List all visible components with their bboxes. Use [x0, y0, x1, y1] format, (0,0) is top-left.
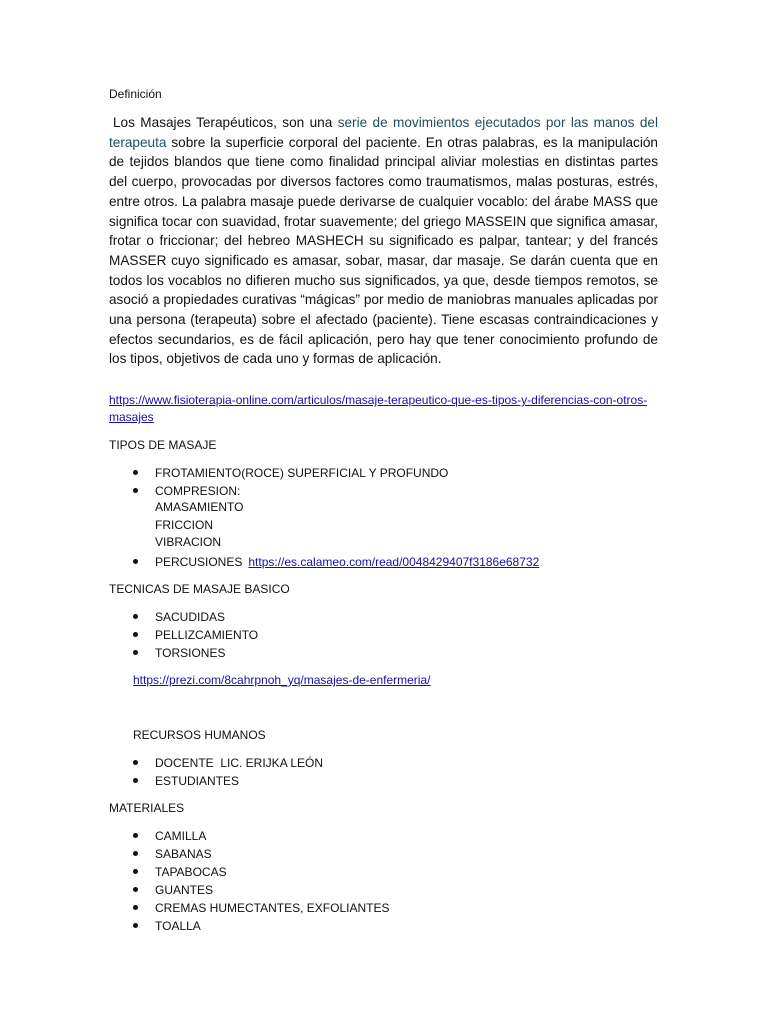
- paragraph-intro: Los Masajes Terapéuticos, son una: [113, 115, 338, 130]
- list-item: [131, 754, 323, 772]
- list-item: [131, 464, 448, 482]
- bullet-icon: [133, 887, 138, 892]
- bullet-icon: [133, 760, 138, 765]
- highlighted-phrase: serie de movimientos ejecutados por las manos del terapeuta: [109, 115, 659, 150]
- compresion-subitems: [155, 499, 243, 552]
- list-item-label: SABANAS: [155, 847, 212, 861]
- list-item-label: CREMAS HUMECTANTES, EXFOLIANTES: [155, 901, 390, 915]
- subitem: AMASAMIENTO: [155, 500, 244, 514]
- list-item-label: CAMILLA: [155, 829, 207, 843]
- bullet-icon: [133, 488, 138, 493]
- list-item: [131, 863, 389, 881]
- recursos-title: RECURSOS HUMANOS: [133, 728, 266, 742]
- bullet-icon: [133, 650, 138, 655]
- list-item: [131, 899, 389, 917]
- bullet-icon: [133, 851, 138, 856]
- list-item-label: COMPRESION:: [155, 484, 241, 498]
- tipos-list: [131, 464, 448, 500]
- list-item: [131, 772, 323, 790]
- list-item: [131, 553, 539, 571]
- bullet-icon: [133, 614, 138, 619]
- definition-source: [109, 392, 669, 426]
- subitem: VIBRACION: [155, 535, 222, 549]
- bullet-icon: [133, 905, 138, 910]
- list-item: [131, 881, 389, 899]
- list-item: [131, 608, 258, 626]
- list-item-label: SACUDIDAS: [155, 610, 226, 624]
- list-item-label: PERCUSIONES: [155, 555, 243, 569]
- bullet-icon: [133, 923, 138, 928]
- prezi-link[interactable]: https://prezi.com/8cahrpnoh_yq/masajes-de-enfermeria/: [133, 673, 431, 687]
- materiales-title: MATERIALES: [109, 801, 185, 815]
- bullet-icon: [133, 833, 138, 838]
- list-item: [131, 482, 448, 500]
- materiales-list: [131, 827, 389, 935]
- list-item: [131, 626, 258, 644]
- list-item-label: TORSIONES: [155, 646, 226, 660]
- tipos-title: TIPOS DE MASAJE: [109, 438, 217, 452]
- list-item: [131, 917, 389, 935]
- fisioterapia-link[interactable]: https://www.fisioterapia-online.com/articulos/masaje-terapeutico-que-es-tipos-y-diferencias-con-otros-masajes: [109, 393, 648, 424]
- bullet-icon: [133, 632, 138, 637]
- tecnicas-list: [131, 608, 258, 662]
- list-item-label: DOCENTE LIC. ERIJKA LEÓN: [155, 756, 324, 770]
- list-item-label: PELLIZCAMIENTO: [155, 628, 259, 642]
- bullet-icon: [133, 559, 138, 564]
- definition-paragraph: [109, 113, 658, 369]
- bullet-icon: [133, 778, 138, 783]
- bullet-icon: [133, 869, 138, 874]
- tipos-list-cont: [131, 553, 539, 571]
- list-item: [131, 845, 389, 863]
- list-item: [131, 644, 258, 662]
- list-item: [131, 827, 389, 845]
- tecnicas-title: TECNICAS DE MASAJE BASICO: [109, 582, 290, 596]
- list-item-label: GUANTES: [155, 883, 214, 897]
- paragraph-body: sobre la superficie corporal del paciente. En otras palabras, es la manipulación de tejidos blandos que tiene como finalidad principal aliviar molestias en distintas partes del cuerpo, provocadas por diversos factores como traumatismos, malas posturas, estrés, entre otros. La palabra masaje puede derivarse de cualquier vocablo: del árabe MASS que significa tocar con suavidad, frotar suavemente; del griego MASSEIN que significa amasar, frotar o friccionar; del hebreo MASHECH su significado es palpar, tantear; y del francés MASSER cuyo significado es amasar, sobar, masar, dar masaje. Se darán cuenta que en todos los vocablos no difieren mucho sus significados, ya que, desde tiempos remotos, se asoció a propiedades curativas “mágicas” por medio de maniobras manuales aplicadas por una persona (terapeuta) sobre el afectado (paciente). Tiene escasas contraindicaciones y efectos secundarios, es de fácil aplicación, pero hay que tener conocimiento profundo de los tipos, objetivos de cada uno y formas de aplicación.: [109, 134, 658, 367]
- calameo-link[interactable]: https://es.calameo.com/read/0048429407f3186e68732: [248, 555, 540, 569]
- bullet-icon: [133, 470, 138, 475]
- prezi-source: [133, 673, 430, 687]
- list-item-label: FROTAMIENTO(ROCE) SUPERFICIAL Y PROFUNDO: [155, 466, 449, 480]
- list-item-label: TOALLA: [155, 919, 201, 933]
- recursos-list: [131, 754, 323, 790]
- subitem: FRICCION: [155, 517, 213, 532]
- definition-heading: Definición: [109, 87, 162, 101]
- list-item-label: ESTUDIANTES: [155, 774, 240, 788]
- list-item-label: TAPABOCAS: [155, 865, 227, 879]
